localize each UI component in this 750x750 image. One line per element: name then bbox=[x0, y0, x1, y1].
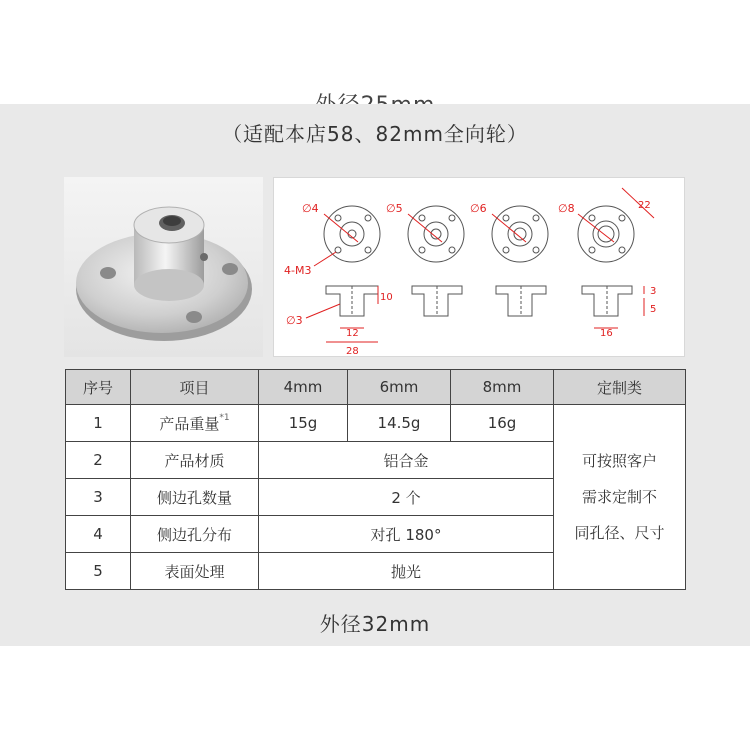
cell-item: 侧边孔分布 bbox=[131, 516, 259, 553]
table-row bbox=[66, 405, 686, 442]
cell-weight-4mm: 15g bbox=[259, 405, 348, 442]
dim-small-h: 3 bbox=[650, 286, 657, 297]
custom-note-line: 同孔径、尺寸 bbox=[574, 524, 665, 542]
cell-item: 侧边孔数量 bbox=[131, 479, 259, 516]
spec-table bbox=[65, 369, 686, 590]
cell-item bbox=[131, 405, 259, 442]
header-item: 项目 bbox=[131, 370, 259, 405]
cell-no: 1 bbox=[66, 405, 131, 442]
thread-label: 4-M3 bbox=[284, 264, 312, 277]
custom-note-line: 需求定制不 bbox=[581, 488, 657, 506]
cell-item: 表面处理 bbox=[131, 553, 259, 590]
header-custom: 定制类 bbox=[554, 370, 686, 405]
product-photo bbox=[64, 177, 263, 357]
cell-no: 3 bbox=[66, 479, 131, 516]
side-views bbox=[326, 286, 632, 316]
custom-note-line: 可按照客户 bbox=[581, 452, 657, 470]
dim-flange: 28 bbox=[346, 346, 359, 357]
technical-drawing bbox=[273, 177, 685, 357]
dim-mid-h: 5 bbox=[650, 304, 657, 315]
hole-label-6: ∅6 bbox=[470, 202, 487, 215]
header-6mm: 6mm bbox=[348, 370, 451, 405]
dim-pcd: 22 bbox=[638, 200, 651, 211]
cell-weight-8mm: 16g bbox=[451, 405, 554, 442]
cell-value: 2 个 bbox=[259, 479, 554, 516]
dim-hub: 12 bbox=[346, 328, 359, 339]
header-4mm: 4mm bbox=[259, 370, 348, 405]
cell-item: 产品材质 bbox=[131, 442, 259, 479]
cell-value: 抛光 bbox=[259, 553, 554, 590]
dim-height: 10 bbox=[380, 292, 393, 303]
flange-coupling-image bbox=[64, 177, 263, 357]
table-header-row bbox=[66, 370, 686, 405]
hole-label-5: ∅5 bbox=[386, 202, 403, 215]
subtitle: （适配本店58、82mm全向轮） bbox=[222, 122, 528, 146]
cell-no: 4 bbox=[66, 516, 131, 553]
cell-value: 铝合金 bbox=[259, 442, 554, 479]
dim-side-w: 16 bbox=[600, 328, 613, 339]
cell-weight-6mm: 14.5g bbox=[348, 405, 451, 442]
cell-no: 2 bbox=[66, 442, 131, 479]
dimension-labels bbox=[284, 200, 656, 357]
cell-no: 5 bbox=[66, 553, 131, 590]
hole-label-4: ∅4 bbox=[302, 202, 319, 215]
footnote-mark: *1 bbox=[219, 412, 230, 423]
outer-diameter-caption: 外径32mm bbox=[319, 612, 431, 636]
cell-value: 对孔 180° bbox=[259, 516, 554, 553]
item-label: 产品重量 bbox=[159, 414, 220, 433]
header-no: 序号 bbox=[66, 370, 131, 405]
dimension-diagram bbox=[274, 178, 686, 358]
header-8mm: 8mm bbox=[451, 370, 554, 405]
hole-label-8: ∅8 bbox=[558, 202, 575, 215]
bore-label: ∅3 bbox=[286, 314, 303, 327]
custom-note-cell bbox=[554, 405, 686, 590]
cut-off-title bbox=[0, 84, 750, 104]
